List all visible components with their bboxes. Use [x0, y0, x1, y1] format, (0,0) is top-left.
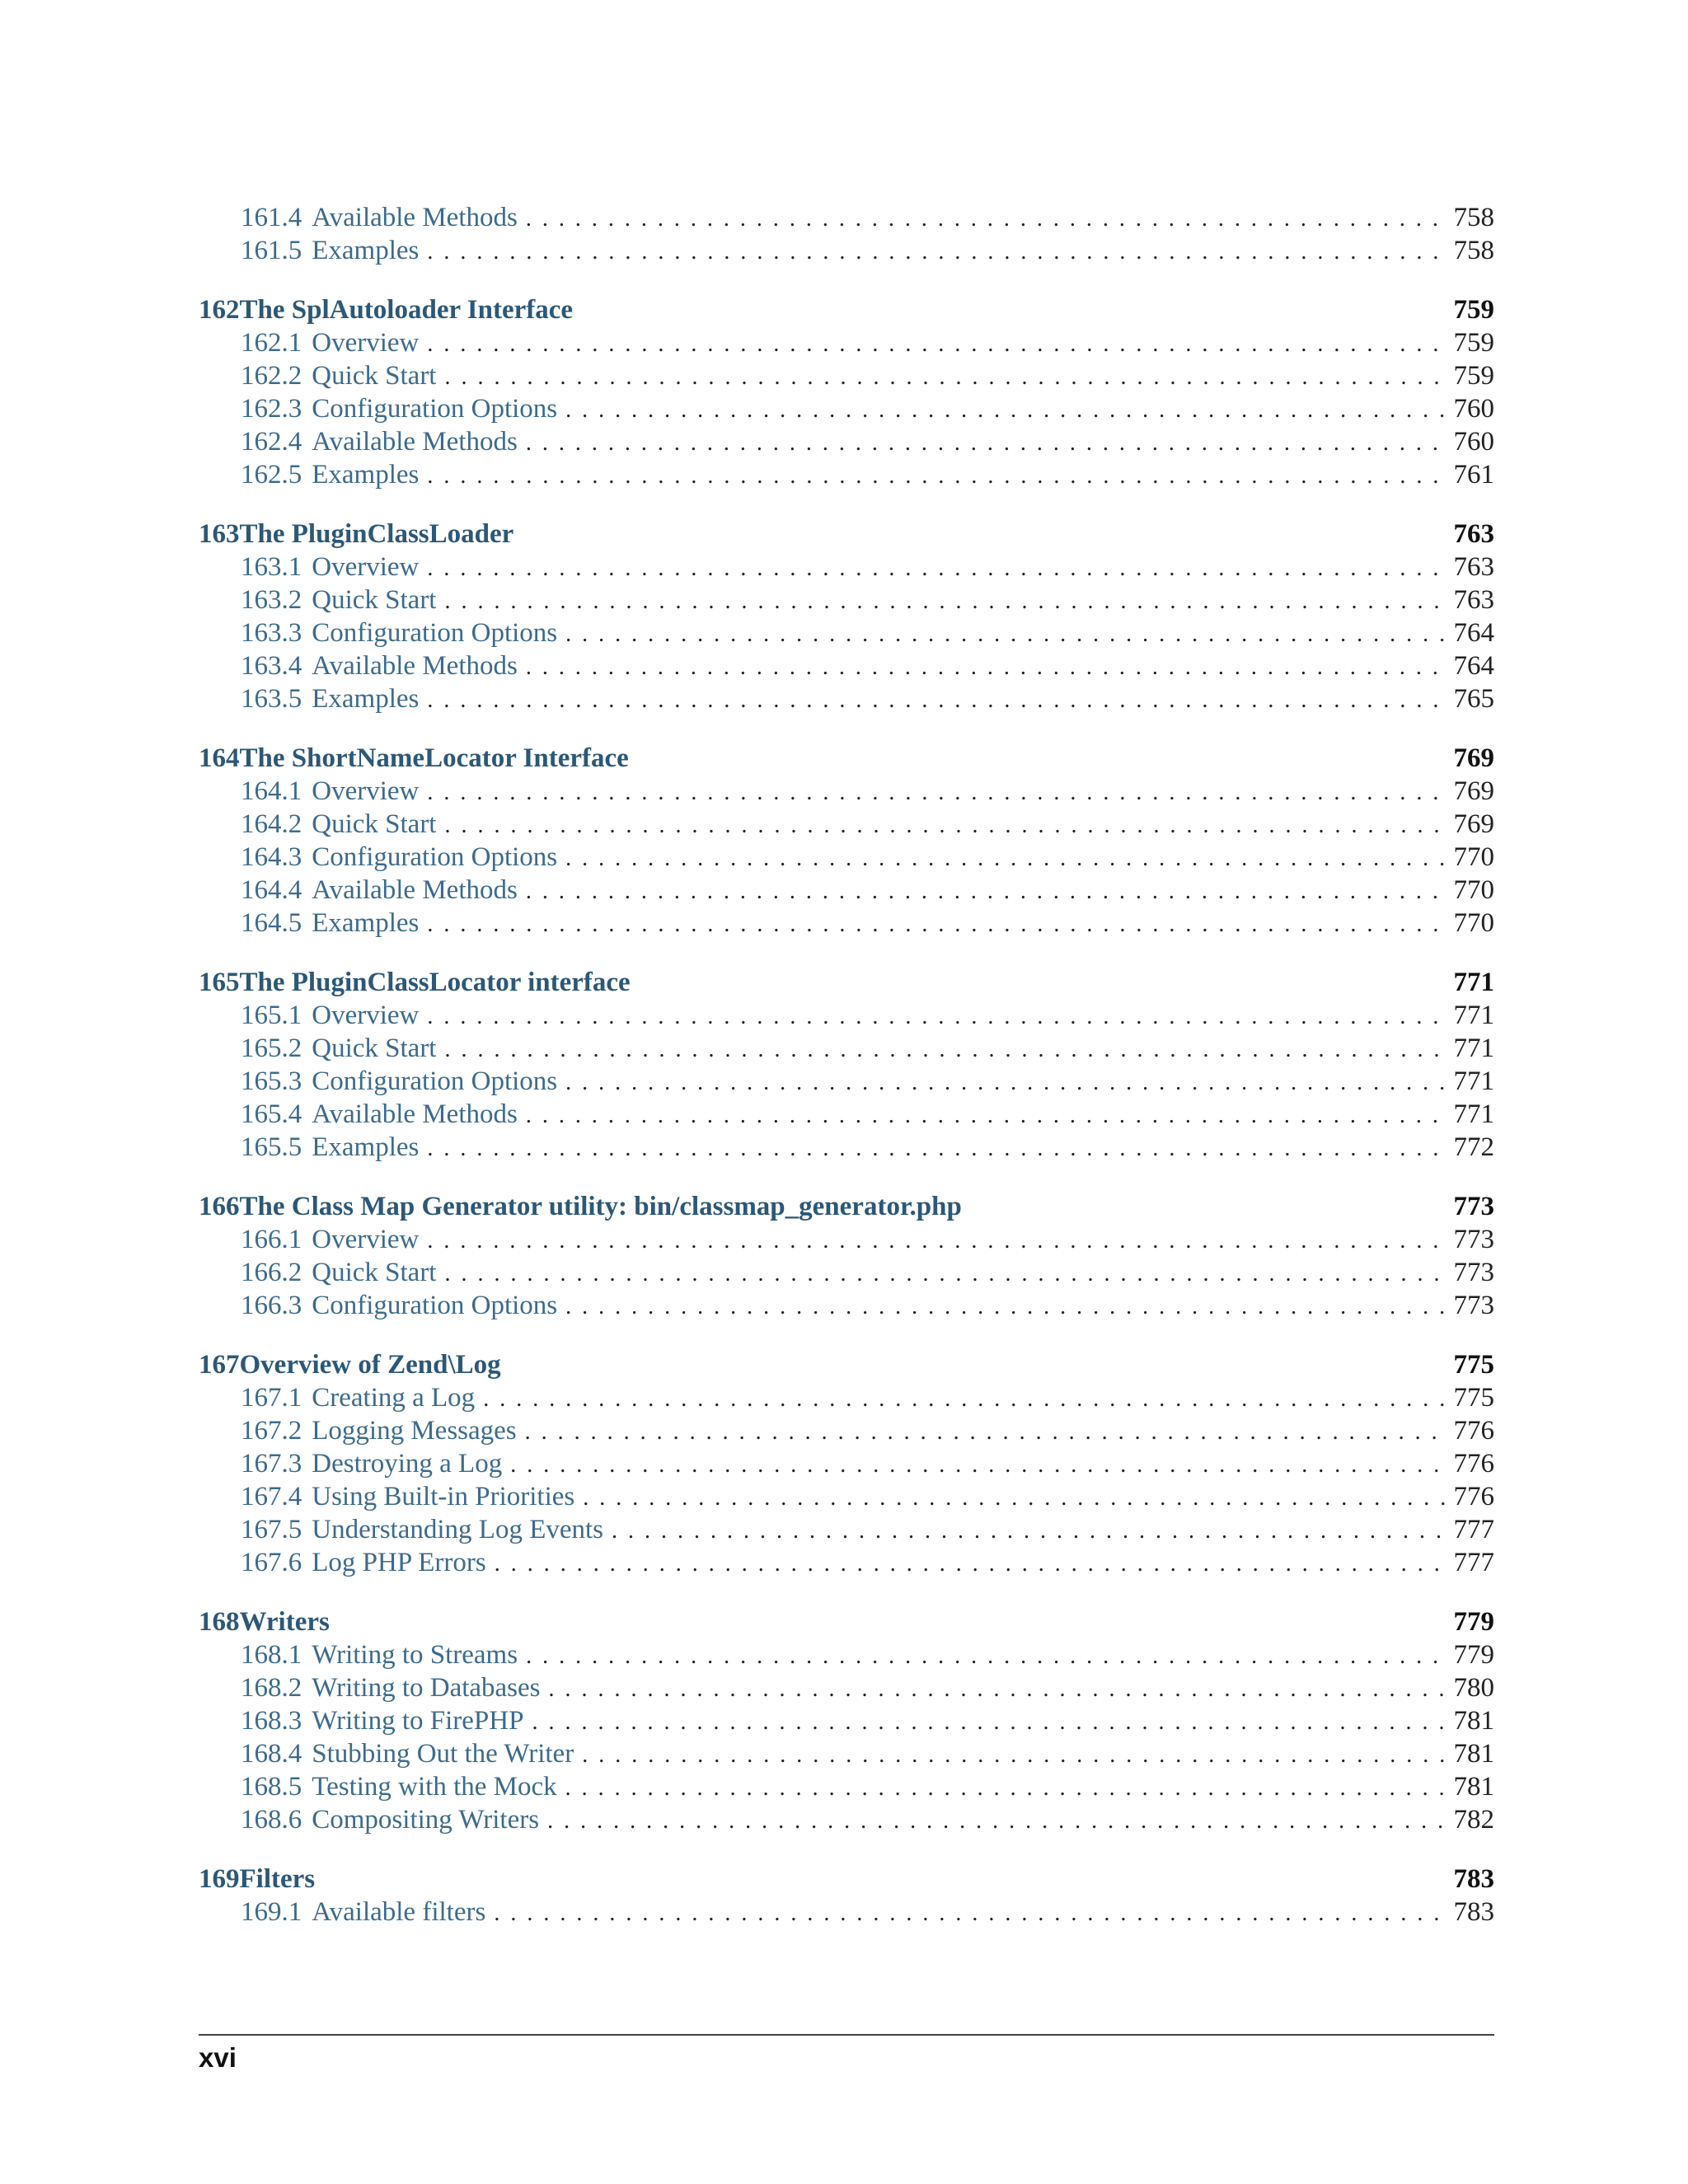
- section-title-link[interactable]: Understanding Log Events: [312, 1515, 604, 1544]
- chapter-title-text: Overview of Zend\Log: [239, 1350, 501, 1380]
- section-title-link[interactable]: Configuration Options: [312, 1066, 558, 1096]
- section-number: 163.3: [241, 618, 302, 648]
- table-of-contents: [199, 201, 1494, 1955]
- section-number: 167.5: [241, 1515, 302, 1544]
- section-entry[interactable]: [199, 201, 1494, 234]
- section-number: 167.3: [241, 1449, 302, 1479]
- dot-leader: [539, 1805, 1447, 1838]
- chapter-page-number: 763: [1453, 519, 1494, 549]
- chapter-page-number: 773: [1453, 1192, 1494, 1221]
- dot-leader: [419, 236, 1447, 269]
- section-title-link[interactable]: Stubbing Out the Writer: [312, 1739, 574, 1769]
- section-page-number: 759: [1453, 328, 1494, 358]
- chapter-page-number: 769: [1453, 743, 1494, 773]
- section-page-number: 758: [1453, 236, 1494, 265]
- section-entry[interactable]: [199, 999, 1494, 1032]
- dot-leader: [419, 1001, 1447, 1033]
- section-title-link[interactable]: Writing to Databases: [312, 1673, 541, 1703]
- section-entry[interactable]: [199, 359, 1494, 392]
- section-title-link[interactable]: Examples: [312, 684, 420, 714]
- chapter-title-link[interactable]: [199, 1348, 1454, 1381]
- dot-leader: [518, 427, 1447, 460]
- section-number: 162.2: [241, 361, 302, 391]
- section-page-number: 777: [1453, 1548, 1494, 1577]
- dot-leader: [436, 1258, 1447, 1291]
- section-title-link[interactable]: Testing with the Mock: [312, 1772, 557, 1802]
- section-number: 164.3: [241, 842, 302, 872]
- section-title-link[interactable]: Available Methods: [312, 875, 518, 905]
- chapter-title-text: Filters: [239, 1864, 316, 1894]
- toc-chapter: [199, 1605, 1494, 1836]
- section-page-number: 761: [1453, 460, 1494, 490]
- section-page-number: 776: [1453, 1482, 1494, 1511]
- dot-leader: [518, 1099, 1447, 1132]
- section-number: 165.3: [241, 1066, 302, 1096]
- chapter-number: 167: [199, 1350, 240, 1380]
- section-entry[interactable]: [199, 874, 1494, 907]
- dot-leader: [502, 1449, 1447, 1482]
- section-entry[interactable]: [199, 1896, 1494, 1929]
- section-number: 169.1: [241, 1897, 302, 1927]
- dot-leader: [419, 1132, 1447, 1165]
- section-page-number: 771: [1453, 1099, 1494, 1129]
- section-title-link[interactable]: Log PHP Errors: [312, 1548, 486, 1577]
- section-title-link[interactable]: Available Methods: [312, 651, 518, 681]
- section-title-link[interactable]: Overview: [312, 328, 420, 358]
- section-page-number: 760: [1453, 427, 1494, 457]
- chapter-title-link[interactable]: [199, 293, 1454, 326]
- section-number: 165.4: [241, 1099, 302, 1129]
- dot-leader: [436, 809, 1447, 842]
- section-number: 166.3: [241, 1291, 302, 1320]
- section-title-link[interactable]: Available Methods: [312, 1099, 518, 1129]
- chapter-number: 165: [199, 968, 240, 997]
- section-page-number: 779: [1453, 1640, 1494, 1670]
- section-page-number: 770: [1453, 842, 1494, 872]
- dot-leader: [486, 1548, 1447, 1581]
- section-number: 165.5: [241, 1132, 302, 1162]
- section-page-number: 771: [1453, 1066, 1494, 1096]
- section-number: 168.1: [241, 1640, 302, 1670]
- dot-leader: [419, 684, 1447, 717]
- section-entry[interactable]: [199, 1098, 1494, 1131]
- section-number: 167.4: [241, 1482, 302, 1511]
- section-page-number: 770: [1453, 908, 1494, 938]
- section-entry[interactable]: [199, 551, 1494, 583]
- chapter-title-link[interactable]: [199, 1605, 1454, 1638]
- dot-leader: [419, 908, 1447, 941]
- chapter-entry[interactable]: [199, 742, 1494, 775]
- dot-leader: [517, 1416, 1447, 1449]
- section-title-link[interactable]: Quick Start: [312, 361, 437, 391]
- section-page-number: 764: [1453, 618, 1494, 648]
- dot-leader: [523, 1706, 1447, 1739]
- section-number: 162.4: [241, 427, 302, 457]
- section-entry[interactable]: [199, 326, 1494, 359]
- section-number: 168.4: [241, 1739, 302, 1769]
- section-page-number: 781: [1453, 1739, 1494, 1769]
- section-title-link[interactable]: Available Methods: [312, 203, 518, 232]
- chapter-number: 168: [199, 1607, 240, 1637]
- section-entry[interactable]: [199, 808, 1494, 841]
- section-number: 165.2: [241, 1033, 302, 1063]
- section-number: 163.5: [241, 684, 302, 714]
- section-entry[interactable]: [199, 1065, 1494, 1098]
- section-page-number: 783: [1453, 1897, 1494, 1927]
- dot-leader: [603, 1515, 1447, 1548]
- section-title-link[interactable]: Destroying a Log: [312, 1449, 503, 1479]
- section-title-link[interactable]: Quick Start: [312, 1258, 437, 1287]
- section-number: 167.6: [241, 1548, 302, 1577]
- footer-divider: [199, 2034, 1494, 2036]
- dot-leader: [541, 1673, 1447, 1706]
- section-title-link[interactable]: Creating a Log: [312, 1383, 476, 1413]
- chapter-number: 166: [199, 1192, 240, 1221]
- section-entry[interactable]: [199, 583, 1494, 616]
- chapter-entry[interactable]: [199, 966, 1494, 999]
- dot-leader: [419, 776, 1447, 809]
- toc-chapter: [199, 1863, 1494, 1929]
- dot-leader: [557, 1772, 1447, 1805]
- section-title-link[interactable]: Available filters: [312, 1897, 486, 1927]
- toc-chapter: [199, 1348, 1494, 1579]
- section-page-number: 777: [1453, 1515, 1494, 1544]
- chapter-title-link[interactable]: [199, 1190, 1454, 1223]
- chapter-title-text: The SplAutoloader Interface: [239, 295, 574, 325]
- section-number: 168.5: [241, 1772, 302, 1802]
- section-page-number: 772: [1453, 1132, 1494, 1162]
- chapter-entry[interactable]: [199, 1348, 1494, 1381]
- section-page-number: 781: [1453, 1772, 1494, 1802]
- section-title-link[interactable]: Overview: [312, 776, 420, 806]
- chapter-page-number: 783: [1453, 1864, 1494, 1894]
- section-entry[interactable]: [199, 1414, 1494, 1447]
- section-page-number: 776: [1453, 1449, 1494, 1479]
- section-title-link[interactable]: Overview: [312, 1001, 420, 1030]
- dot-leader: [485, 1897, 1447, 1930]
- section-title-link[interactable]: Configuration Options: [312, 618, 558, 648]
- dot-leader: [518, 203, 1447, 236]
- toc-chapter: [199, 966, 1494, 1164]
- chapter-number: 169: [199, 1864, 240, 1894]
- section-page-number: 763: [1453, 552, 1494, 582]
- section-page-number: 780: [1453, 1673, 1494, 1703]
- section-page-number: 781: [1453, 1706, 1494, 1736]
- section-page-number: 769: [1453, 776, 1494, 806]
- section-number: 164.5: [241, 908, 302, 938]
- toc-chapter: [199, 201, 1494, 267]
- section-number: 161.5: [241, 236, 302, 265]
- section-entry[interactable]: [199, 1704, 1494, 1737]
- section-title-link[interactable]: Logging Messages: [312, 1416, 517, 1446]
- section-entry[interactable]: [199, 234, 1494, 267]
- dot-leader: [419, 1225, 1447, 1258]
- chapter-title-text: The Class Map Generator utility: bin/classmap_generator.php: [239, 1192, 962, 1221]
- section-title-link[interactable]: Configuration Options: [312, 394, 558, 424]
- section-number: 168.2: [241, 1673, 302, 1703]
- section-title-link[interactable]: Configuration Options: [312, 1291, 558, 1320]
- section-page-number: 769: [1453, 809, 1494, 839]
- dot-leader: [574, 1482, 1447, 1515]
- dot-leader: [574, 1739, 1447, 1772]
- section-title-link[interactable]: Compositing Writers: [312, 1805, 540, 1835]
- chapter-number: 164: [199, 743, 240, 773]
- section-number: 163.2: [241, 585, 302, 615]
- toc-chapter: [199, 1190, 1494, 1322]
- chapter-page-number: 759: [1453, 295, 1494, 325]
- section-title-link[interactable]: Quick Start: [312, 585, 437, 615]
- dot-leader: [557, 1291, 1447, 1324]
- section-number: 166.1: [241, 1225, 302, 1254]
- chapter-title-text: Writers: [239, 1607, 330, 1637]
- chapter-entry[interactable]: [199, 1605, 1494, 1638]
- section-page-number: 773: [1453, 1291, 1494, 1320]
- section-number: 166.2: [241, 1258, 302, 1287]
- section-entry[interactable]: [199, 1638, 1494, 1671]
- section-entry[interactable]: [199, 425, 1494, 458]
- chapter-title-link[interactable]: [199, 1863, 1454, 1896]
- section-entry[interactable]: [199, 1289, 1494, 1322]
- section-number: 164.4: [241, 875, 302, 905]
- section-page-number: 760: [1453, 394, 1494, 424]
- chapter-entry[interactable]: [199, 1863, 1494, 1896]
- section-page-number: 773: [1453, 1225, 1494, 1254]
- chapter-page-number: 775: [1453, 1350, 1494, 1380]
- dot-leader: [436, 361, 1447, 394]
- section-number: 162.5: [241, 460, 302, 490]
- section-entry[interactable]: [199, 649, 1494, 682]
- section-page-number: 771: [1453, 1001, 1494, 1030]
- chapter-number: 162: [199, 295, 240, 325]
- chapter-entry[interactable]: [199, 518, 1494, 551]
- section-title-link[interactable]: Examples: [312, 460, 420, 490]
- section-title-link[interactable]: Quick Start: [312, 809, 437, 839]
- section-entry[interactable]: [199, 458, 1494, 491]
- section-number: 161.4: [241, 203, 302, 232]
- section-entry[interactable]: [199, 1131, 1494, 1164]
- section-page-number: 776: [1453, 1416, 1494, 1446]
- section-page-number: 763: [1453, 585, 1494, 615]
- dot-leader: [557, 1066, 1447, 1099]
- dot-leader: [518, 1640, 1447, 1673]
- section-page-number: 758: [1453, 203, 1494, 232]
- section-title-link[interactable]: Examples: [312, 236, 420, 265]
- toc-chapter: [199, 293, 1494, 491]
- section-number: 163.1: [241, 552, 302, 582]
- chapter-title-link[interactable]: [199, 742, 1454, 775]
- section-page-number: 765: [1453, 684, 1494, 714]
- dot-leader: [419, 552, 1447, 585]
- chapter-page-number: 771: [1453, 968, 1494, 997]
- section-title-link[interactable]: Configuration Options: [312, 842, 558, 872]
- section-entry[interactable]: [199, 1381, 1494, 1414]
- dot-leader: [557, 394, 1447, 427]
- section-title-link[interactable]: Overview: [312, 552, 420, 582]
- chapter-title-link[interactable]: [199, 518, 1454, 551]
- chapter-title-link[interactable]: [199, 966, 1454, 999]
- section-entry[interactable]: [199, 1223, 1494, 1256]
- page-number-footer: xvi: [199, 2042, 237, 2073]
- section-entry[interactable]: [199, 1513, 1494, 1546]
- section-entry[interactable]: [199, 1737, 1494, 1770]
- section-title-link[interactable]: Examples: [312, 1132, 420, 1162]
- section-number: 162.1: [241, 328, 302, 358]
- section-entry[interactable]: [199, 1546, 1494, 1579]
- section-entry[interactable]: [199, 616, 1494, 649]
- section-page-number: 764: [1453, 651, 1494, 681]
- section-page-number: 773: [1453, 1258, 1494, 1287]
- section-entry[interactable]: [199, 1480, 1494, 1513]
- chapter-page-number: 779: [1453, 1607, 1494, 1637]
- chapter-entry[interactable]: [199, 293, 1494, 326]
- section-number: 168.6: [241, 1805, 302, 1835]
- section-number: 167.2: [241, 1416, 302, 1446]
- section-entry[interactable]: [199, 1032, 1494, 1065]
- dot-leader: [419, 328, 1447, 361]
- dot-leader: [518, 651, 1447, 684]
- chapter-title-text: The PluginClassLoader: [239, 519, 514, 549]
- section-entry[interactable]: [199, 1256, 1494, 1289]
- section-number: 168.3: [241, 1706, 302, 1736]
- dot-leader: [436, 585, 1447, 618]
- section-number: 164.2: [241, 809, 302, 839]
- dot-leader: [419, 460, 1447, 493]
- chapter-entry[interactable]: [199, 1190, 1494, 1223]
- dot-leader: [557, 842, 1447, 875]
- toc-chapter: [199, 742, 1494, 940]
- section-entry[interactable]: [199, 1770, 1494, 1803]
- section-number: 162.3: [241, 394, 302, 424]
- section-entry[interactable]: [199, 1671, 1494, 1704]
- chapter-title-text: The ShortNameLocator Interface: [239, 743, 629, 773]
- section-number: 165.1: [241, 1001, 302, 1030]
- section-title-link[interactable]: Available Methods: [312, 427, 518, 457]
- section-entry[interactable]: [199, 682, 1494, 715]
- section-page-number: 759: [1453, 361, 1494, 391]
- section-title-link[interactable]: Using Built-in Priorities: [312, 1482, 575, 1511]
- section-entry[interactable]: [199, 1803, 1494, 1836]
- section-number: 164.1: [241, 776, 302, 806]
- dot-leader: [518, 875, 1447, 908]
- section-title-link[interactable]: Examples: [312, 908, 420, 938]
- section-number: 167.1: [241, 1383, 302, 1413]
- dot-leader: [475, 1383, 1447, 1416]
- dot-leader: [436, 1033, 1447, 1066]
- toc-chapter: [199, 518, 1494, 715]
- section-entry[interactable]: [199, 775, 1494, 808]
- chapter-title-text: The PluginClassLocator interface: [239, 968, 631, 997]
- chapter-number: 163: [199, 519, 240, 549]
- section-entry[interactable]: [199, 841, 1494, 874]
- section-number: 163.4: [241, 651, 302, 681]
- dot-leader: [557, 618, 1447, 651]
- section-page-number: 771: [1453, 1033, 1494, 1063]
- section-title-link[interactable]: Writing to Streams: [312, 1640, 518, 1670]
- section-title-link[interactable]: Quick Start: [312, 1033, 437, 1063]
- section-page-number: 782: [1453, 1805, 1494, 1835]
- section-title-link[interactable]: Overview: [312, 1225, 420, 1254]
- section-title-link[interactable]: Writing to FirePHP: [312, 1706, 524, 1736]
- section-page-number: 775: [1453, 1383, 1494, 1413]
- section-entry[interactable]: [199, 392, 1494, 425]
- section-entry[interactable]: [199, 907, 1494, 940]
- section-entry[interactable]: [199, 1447, 1494, 1480]
- section-page-number: 770: [1453, 875, 1494, 905]
